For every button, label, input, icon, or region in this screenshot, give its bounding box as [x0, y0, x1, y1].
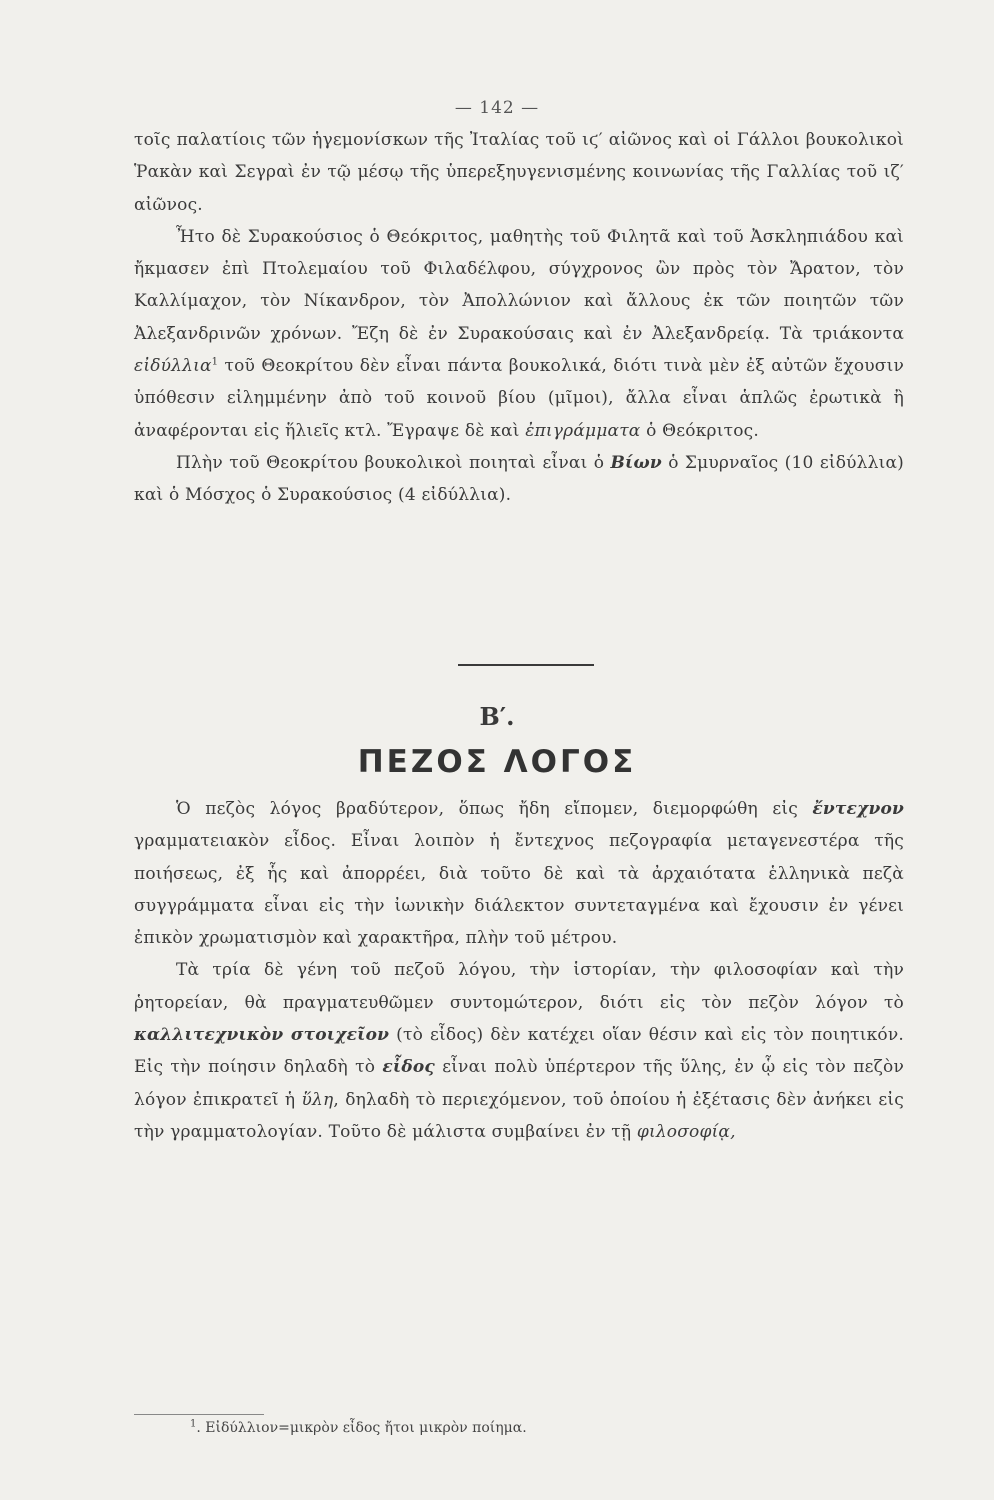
emphasized-term: ἔντεχνον — [812, 799, 904, 819]
paragraph-text: Τὰ τρία δὲ γένη τοῦ πεζοῦ λόγου, τὴν ἱστορίαν, τὴν φιλοσοφίαν καὶ τὴν ῥητορείαν, θὰ πραγματευθῶμεν συντομώτερον, διότι εἰς τὸν πεζὸν λόγον τὸ — [134, 960, 904, 1013]
emphasized-term: φιλοσοφίᾳ, — [636, 1121, 736, 1142]
paragraph-text: Ὁ πεζὸς λόγος βραδύτερον, ὅπως ἤδη εἴπομεν, διεμορφώθη εἰς — [176, 799, 798, 819]
paragraph-text: Ἦτο δὲ Συρακούσιος ὁ Θεόκριτος, μαθητὴς τοῦ Φιλητᾶ καὶ τοῦ Ἀσκληπιάδου καὶ ἤκμασεν ἐπὶ Πτολεμαίου τοῦ Φιλαδέλφου, σύγχρονος ὢν πρὸς τὸν Ἄρατον, τὸν Καλλίμαχον, τὸν Νίκανδρον, τὸν Ἀπολλώνιον καὶ ἄλλους ἐκ τῶν ποιητῶν τῶν Ἀλεξανδρινῶν χρόνων. Ἔζη δὲ ἐν Συρακούσαις καὶ ἐν Ἀλεξανδρείᾳ. Τὰ τριάκοντα — [134, 226, 904, 344]
section-number: Β′. — [479, 702, 515, 731]
paragraph-text: τοῖς παλατίοις τῶν ἡγεμονίσκων τῆς Ἰταλίας τοῦ ιϛ′ αἰῶνος καὶ οἱ Γάλλοι βουκολικοὶ Ῥακὰν καὶ Σεγραὶ ἐν τῷ μέσῳ τῆς ὑπερεξηυγενισμένης κοινωνίας τῆς Γαλλίας τοῦ ιζ′ αἰῶνος. — [134, 130, 904, 215]
footnote-mark: 1 — [190, 1418, 197, 1430]
paragraph-text: τοῦ Θεοκρίτου δὲν εἶναι πάντα βουκολικά, διότι τινὰ μὲν ἐξ αὐτῶν ἔχουσιν ὑπόθεσιν εἰλημμένην ἀπὸ τοῦ κοινοῦ βίου (μῖμοι), ἄλλα εἶναι ἁπλῶς ἐρωτικὰ ἢ ἀναφέρονται εἰς ἥλιεῖς κτλ. Ἔγραψε δὲ καὶ — [134, 356, 904, 441]
emphasized-term: Βίων — [610, 452, 662, 473]
section-title: ΠΕΖΟΣ ΛΟΓΟΣ — [357, 744, 637, 780]
section-bucolic-text — [134, 124, 904, 512]
paragraph — [134, 124, 904, 221]
footnote-text: . Εἰδύλλιον=μικρὸν εἶδος ἤτοι μικρὸν ποίημα. — [196, 1420, 527, 1436]
emphasized-term: ὕλη — [301, 1089, 334, 1110]
paragraph-text: ὁ Σμυρναῖος (10 εἰδύλλια) καὶ ὁ Μόσχος ὁ Συρακούσιος (4 εἰδύλλια). — [134, 452, 904, 506]
paragraph-text: ὁ Θεόκριτος. — [646, 420, 759, 441]
footnote — [190, 1420, 527, 1436]
paragraph — [134, 221, 904, 447]
paragraph — [134, 793, 904, 954]
paragraph-text: εἶναι πολὺ ὑπέρτερον τῆς ὕλης, ἐν ᾧ εἰς τὸν πεζὸν λόγον ἐπικρατεῖ ἡ — [134, 1057, 905, 1110]
paragraph — [134, 954, 904, 1148]
emphasized-term: εἶδος — [382, 1057, 435, 1078]
paragraph — [134, 447, 904, 512]
paragraph-text: , δηλαδὴ τὸ περιεχόμενον, τοῦ ὁποίου ἡ ἐξέτασις δὲν ἀνήκει εἰς τὴν γραμματολογίαν. Τοῦτο δὲ μάλιστα συμβαίνει ἐν τῇ — [134, 1089, 905, 1142]
page-number: — 142 — — [454, 98, 540, 118]
section-divider — [458, 664, 594, 666]
emphasized-term: εἰδύλλια — [134, 356, 212, 377]
footnote-divider — [134, 1414, 264, 1415]
emphasized-term: καλλιτεχνικὸν στοιχεῖον — [134, 1025, 390, 1046]
section-prose-text — [134, 793, 904, 1148]
paragraph-text: (τὸ εἶδος) δὲν κατέχει οἵαν θέσιν καὶ εἰς τὸν ποιητικόν. Εἰς τὴν ποίησιν δηλαδὴ τὸ — [134, 1025, 904, 1078]
paragraph-text: Πλὴν τοῦ Θεοκρίτου βουκολικοὶ ποιηταὶ εἶναι ὁ — [176, 452, 605, 473]
footnote-reference[interactable]: 1 — [211, 356, 219, 368]
emphasized-term: ἐπιγράμματα — [525, 420, 641, 441]
paragraph-text: γραμματειακὸν εἶδος. Εἶναι λοιπὸν ἡ ἔντεχνος πεζογραφία μεταγενεστέρα τῆς ποιήσεως, ἐξ ἧς καὶ ἀπορρέει, διὰ τοῦτο δὲ καὶ τὰ ἀρχαιότατα ἑλληνικὰ πεζὰ συγγράμματα εἶναι εἰς τὴν ἰωνικὴν διάλεκτον συντεταγμένα καὶ ἔχουσιν ἐν γένει ἐπικὸν χρωματισμὸν καὶ χαρακτῆρα, πλὴν τοῦ μέτρου. — [134, 831, 904, 949]
